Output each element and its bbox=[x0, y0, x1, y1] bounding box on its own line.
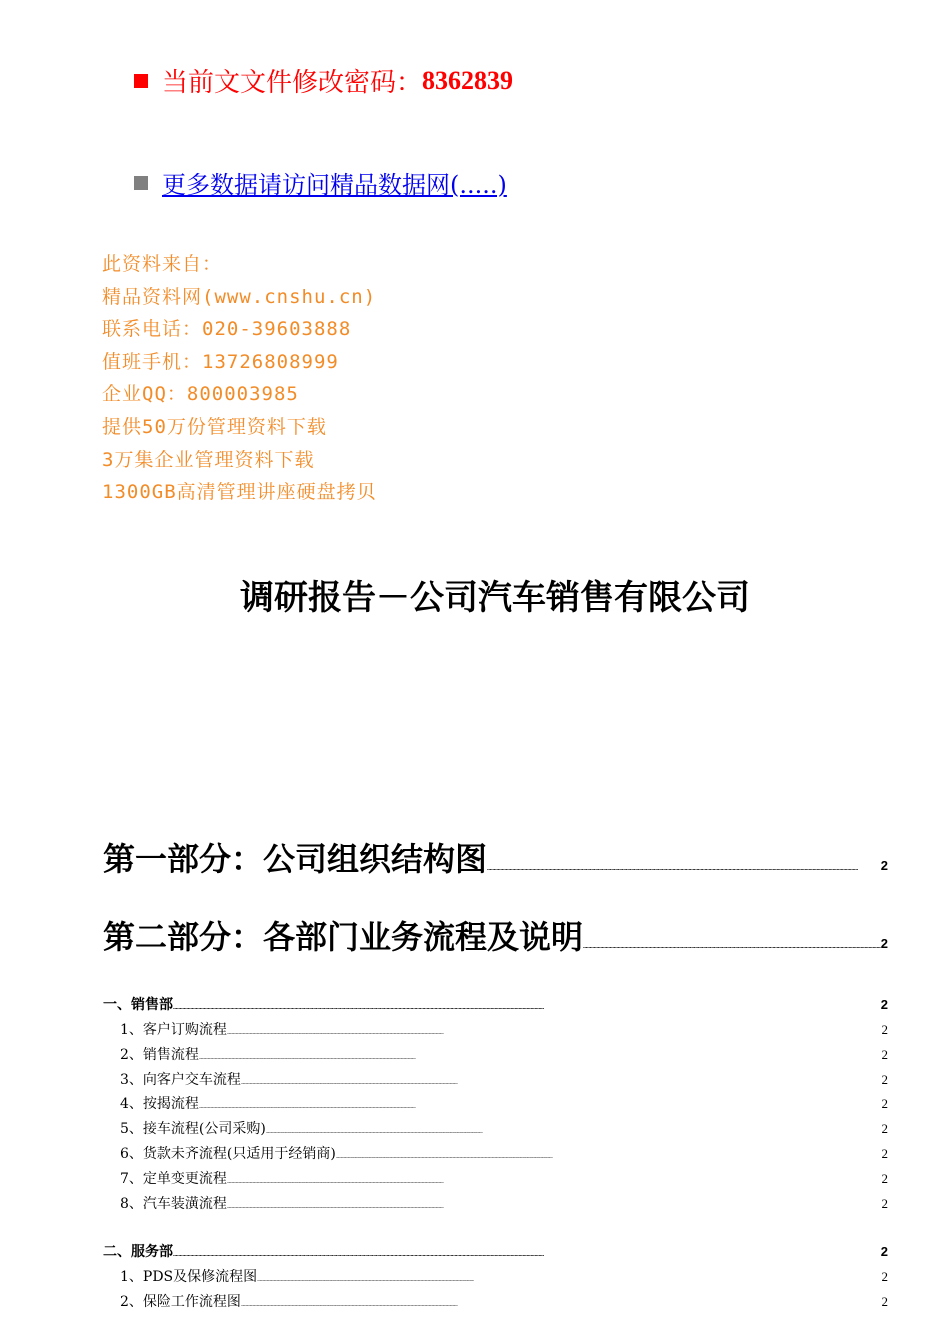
toc-label: 7、定单变更流程 bbox=[120, 1170, 227, 1187]
toc-item[interactable] bbox=[103, 1193, 888, 1218]
source-line: 3万集企业管理资料下载 bbox=[102, 448, 315, 471]
toc-page: 2 bbox=[880, 936, 888, 951]
source-line: 值班手机：13726808999 bbox=[102, 350, 339, 373]
toc-part-1[interactable] bbox=[103, 834, 888, 912]
toc-page: 2 bbox=[881, 1170, 888, 1186]
toc-leader bbox=[173, 1005, 881, 1011]
toc-label: 8、汽车装潢流程 bbox=[120, 1195, 227, 1212]
toc-label: 2、保险工作流程图 bbox=[120, 1294, 241, 1311]
toc-page: 2 bbox=[881, 1121, 888, 1137]
toc-label: 一、销售部 bbox=[103, 997, 173, 1013]
source-line: 联系电话：020-39603888 bbox=[102, 318, 352, 341]
document-title: 调研报告－公司汽车销售有限公司 bbox=[240, 578, 750, 618]
toc-page: 2 bbox=[881, 1096, 888, 1112]
toc-label: 2、销售流程 bbox=[120, 1046, 199, 1063]
more-data-line bbox=[134, 165, 507, 200]
toc-item[interactable] bbox=[103, 1044, 888, 1069]
toc-page: 2 bbox=[880, 997, 888, 1012]
toc-page: 2 bbox=[881, 1269, 888, 1285]
password-value: 8362839 bbox=[422, 65, 514, 95]
toc-leader bbox=[336, 1154, 882, 1160]
toc-page: 2 bbox=[880, 858, 888, 873]
toc-section-sales[interactable] bbox=[103, 994, 888, 1019]
toc-item[interactable] bbox=[103, 1093, 888, 1118]
toc-label: 1、客户订购流程 bbox=[120, 1022, 227, 1038]
toc-leader bbox=[173, 1252, 881, 1258]
table-of-contents bbox=[103, 834, 888, 1316]
toc-label: 4、按揭流程 bbox=[120, 1096, 199, 1113]
toc-item[interactable] bbox=[103, 1168, 888, 1193]
toc-page: 2 bbox=[881, 1022, 888, 1037]
toc-item[interactable] bbox=[103, 1019, 888, 1044]
toc-page: 2 bbox=[880, 1244, 888, 1260]
toc-leader bbox=[487, 866, 881, 872]
toc-item[interactable] bbox=[103, 1143, 888, 1168]
toc-leader bbox=[266, 1129, 882, 1135]
toc-label: 5、接车流程(公司采购) bbox=[120, 1121, 266, 1138]
source-line: 企业QQ：800003985 bbox=[102, 383, 299, 406]
toc-label: 第一部分：公司组织结构图 bbox=[103, 840, 488, 878]
toc-item[interactable] bbox=[103, 1291, 888, 1316]
toc-leader bbox=[199, 1055, 882, 1061]
toc-section-service[interactable] bbox=[103, 1241, 888, 1266]
toc-leader bbox=[227, 1204, 882, 1210]
toc-page: 2 bbox=[881, 1195, 888, 1211]
toc-part-2[interactable] bbox=[103, 912, 888, 990]
password-label: 当前文文件修改密码： bbox=[162, 68, 423, 98]
source-info-block bbox=[102, 248, 377, 509]
toc-leader bbox=[227, 1030, 882, 1036]
toc-label: 第二部分：各部门业务流程及说明 bbox=[103, 918, 584, 956]
toc-leader bbox=[241, 1302, 882, 1308]
toc-label: 6、货款未齐流程(只适用于经销商) bbox=[120, 1145, 336, 1162]
toc-leader bbox=[241, 1080, 882, 1086]
source-line: 1300GB高清管理讲座硬盘拷贝 bbox=[102, 481, 377, 504]
gray-square-bullet-icon bbox=[134, 176, 148, 190]
toc-item[interactable] bbox=[103, 1266, 888, 1291]
toc-page: 2 bbox=[881, 1145, 888, 1161]
toc-leader bbox=[227, 1179, 882, 1185]
toc-label: 二、服务部 bbox=[103, 1244, 173, 1261]
toc-leader bbox=[257, 1277, 881, 1283]
password-line bbox=[134, 62, 513, 99]
toc-label: 1、PDS及保修流程图 bbox=[120, 1269, 258, 1286]
toc-label: 3、向客户交车流程 bbox=[120, 1071, 241, 1088]
more-data-link[interactable]: 更多数据请访问精品数据网(.....) bbox=[162, 171, 507, 199]
red-square-bullet-icon bbox=[134, 74, 148, 88]
toc-item[interactable] bbox=[103, 1069, 888, 1094]
toc-leader bbox=[199, 1104, 882, 1110]
source-line: 精品资料网(www.cnshu.cn) bbox=[102, 285, 377, 308]
toc-page: 2 bbox=[881, 1071, 888, 1087]
toc-item[interactable] bbox=[103, 1118, 888, 1143]
toc-spacer bbox=[103, 1217, 888, 1237]
source-line: 提供50万份管理资料下载 bbox=[102, 415, 327, 438]
toc-page: 2 bbox=[881, 1046, 888, 1062]
source-line: 此资料来自： bbox=[102, 253, 223, 275]
toc-leader bbox=[583, 944, 881, 950]
toc-page: 2 bbox=[881, 1294, 888, 1310]
